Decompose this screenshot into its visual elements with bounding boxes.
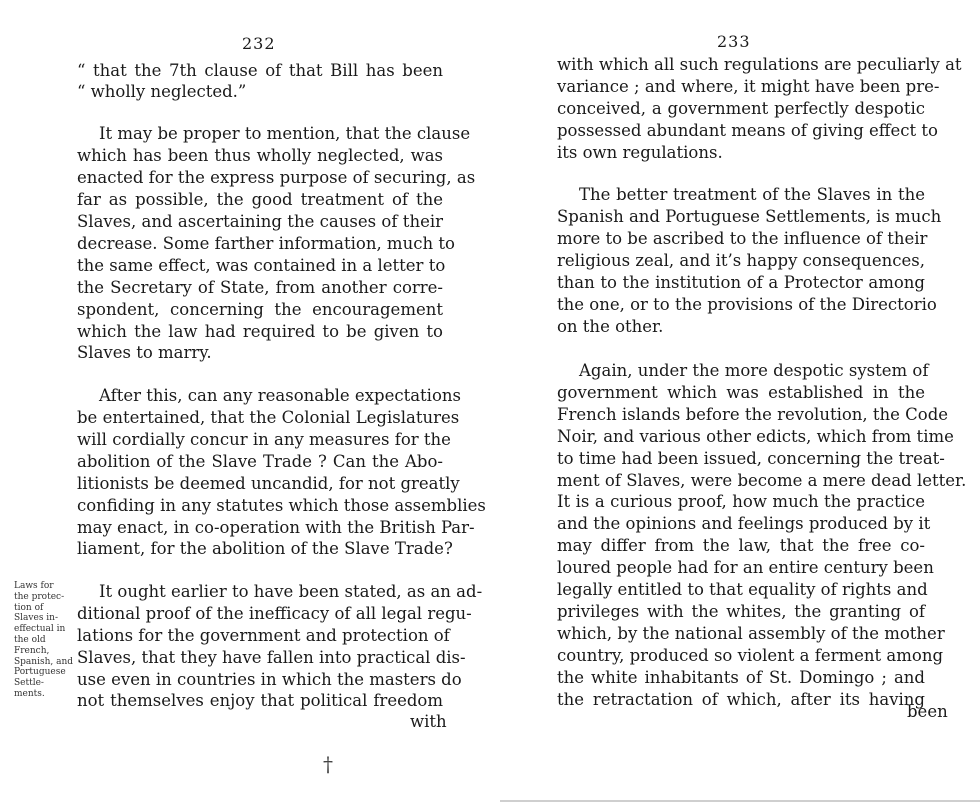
text-line: the Secretary of State, from another corre- <box>77 278 443 297</box>
signature-mark: † <box>323 752 333 776</box>
text-line: abolition of the Slave Trade ? Can the Abo- <box>77 452 443 471</box>
text-line: will cordially concur in any measures for the <box>77 430 451 449</box>
text-line: After this, can any reasonable expectations <box>99 386 461 405</box>
text-line: lations for the government and protection of <box>77 626 450 645</box>
text-line: the retractation of which, after its having <box>557 690 925 709</box>
margin-note-line: the protec- <box>14 591 65 602</box>
text-line: It may be proper to mention, that the clause <box>99 124 471 143</box>
text-line: possessed abundant means of giving effect to <box>557 121 938 140</box>
text-line: French islands before the revolution, the Code <box>557 405 949 424</box>
text-line: on the other. <box>557 317 664 336</box>
text-line: than to the institution of a Protector among <box>557 273 925 292</box>
margin-note-line: ments. <box>14 688 45 699</box>
text-line: the same effect, was contained in a letter to <box>77 256 446 275</box>
margin-note-line: Portuguese <box>14 667 66 678</box>
text-line: use even in countries in which the masters do <box>77 670 462 689</box>
text-line: the white inhabitants of St. Domingo ; and <box>557 668 925 687</box>
text-line: It ought earlier to have been stated, as an ad- <box>99 582 483 601</box>
text-line: be entertained, that the Colonial Legislatures <box>77 408 460 427</box>
text-line: enacted for the express purpose of securing, as <box>77 168 476 187</box>
text-line: religious zeal, and it’s happy consequences, <box>557 251 926 270</box>
text-line: its own regulations. <box>557 143 723 162</box>
text-line: Spanish and Portuguese Settlements, is much <box>557 207 942 226</box>
page-number: 233 <box>717 32 751 51</box>
margin-note-line: the old <box>14 634 46 645</box>
text-line: which, by the national assembly of the mother <box>557 624 945 643</box>
text-line: with which all such regulations are peculiarly at <box>557 55 962 74</box>
text-line: liament, for the abolition of the Slave Trade? <box>77 539 453 558</box>
text-line: may differ from the law, that the free co- <box>557 536 925 555</box>
text-line: spondent, concerning the encouragement <box>77 300 443 319</box>
right-page <box>490 0 980 806</box>
text-line: Slaves to marry. <box>77 343 212 362</box>
text-line: ditional proof of the inefficacy of all legal regu- <box>77 604 472 623</box>
margin-note-line: Spanish, and <box>14 656 74 667</box>
catchword: with <box>410 712 447 731</box>
text-line: and the opinions and feelings produced by it <box>557 514 931 533</box>
text-line: ment of Slaves, were become a mere dead letter. <box>557 471 967 490</box>
quote-line: “ that the 7th clause of that Bill has been <box>77 61 443 80</box>
margin-note-line: Slaves in- <box>14 613 59 624</box>
quote-line: “ wholly neglected.” <box>77 82 247 101</box>
page-number: 232 <box>242 34 276 53</box>
margin-note-line: Laws for <box>14 581 54 591</box>
text-line: not themselves enjoy that political freedom <box>77 691 443 710</box>
text-line: decrease. Some farther information, much to <box>77 234 455 253</box>
margin-note-line: tion of <box>14 602 44 613</box>
text-line: loured people had for an entire century been <box>557 558 934 577</box>
text-line: government which was established in the <box>557 383 925 402</box>
text-line: variance ; and where, it might have been pre- <box>557 77 940 96</box>
text-line: Slaves, and ascertaining the causes of their <box>77 212 443 231</box>
text-line: The better treatment of the Slaves in the <box>579 185 925 204</box>
scan-edge-divider <box>500 800 980 802</box>
text-line: far as possible, the good treatment of the <box>77 190 443 209</box>
text-line: Again, under the more despotic system of <box>579 361 929 380</box>
text-line: confiding in any statutes which those assemblies <box>77 496 486 515</box>
text-line: Noir, and various other edicts, which from time <box>557 427 954 446</box>
margin-note-line: French, <box>14 645 50 656</box>
text-line: the one, or to the provisions of the Directorio <box>557 295 937 314</box>
text-line: which the law had required to be given to <box>77 322 443 341</box>
text-line: legally entitled to that equality of rights and <box>557 580 928 599</box>
text-line: more to be ascribed to the influence of their <box>557 229 928 248</box>
text-line: It is a curious proof, how much the practice <box>557 492 925 511</box>
text-line: Slaves, that they have fallen into practical dis- <box>77 648 466 667</box>
margin-note <box>14 581 74 700</box>
text-line: country, produced so violent a ferment among <box>557 646 944 665</box>
text-line: conceived, a government perfectly despotic <box>557 99 925 118</box>
margin-note-line: effectual in <box>14 624 66 635</box>
text-line: to time had been issued, concerning the treat- <box>557 449 945 468</box>
catchword: been <box>907 702 948 721</box>
text-line: which has been thus wholly neglected, was <box>77 146 443 165</box>
text-line: privileges with the whites, the granting of <box>557 602 925 621</box>
text-line: litionists be deemed uncandid, for not greatly <box>77 474 460 493</box>
text-line: may enact, in co-operation with the British Par- <box>77 518 475 537</box>
margin-note-line: Settle- <box>14 678 44 689</box>
